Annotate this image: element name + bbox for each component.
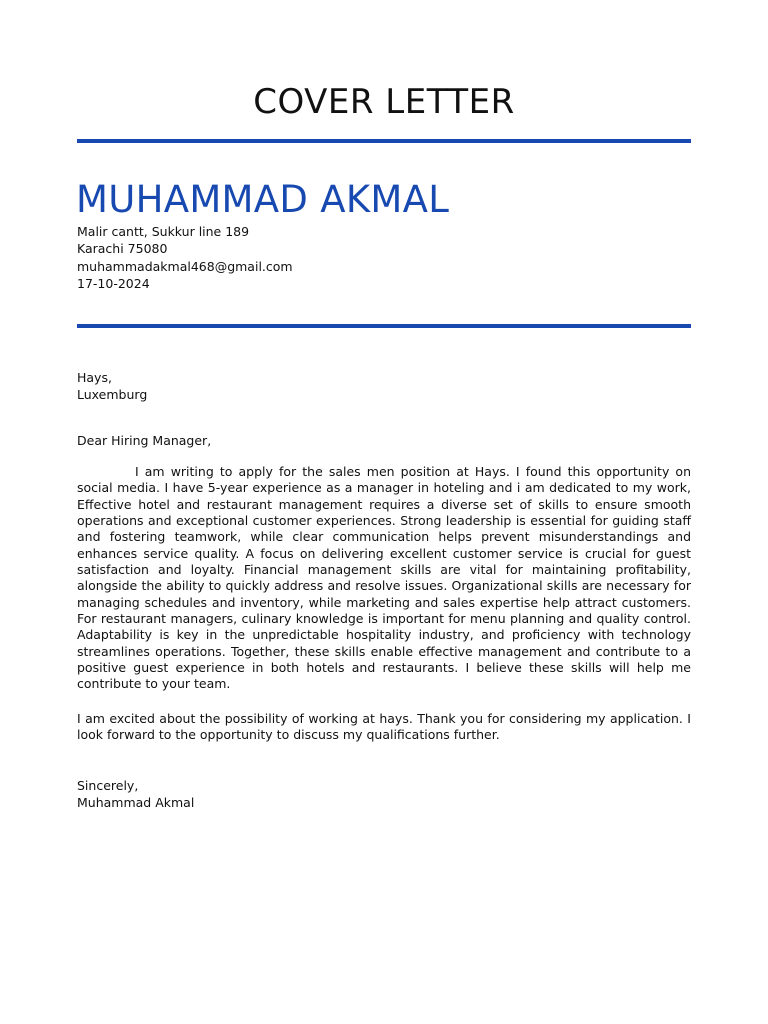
salutation: Dear Hiring Manager, (77, 433, 212, 448)
sender-address-line2: Karachi 75080 (77, 241, 168, 257)
closing-block (77, 777, 194, 812)
recipient-block (77, 369, 147, 404)
document-title: COVER LETTER (253, 82, 515, 122)
sender-contact-block (77, 223, 293, 292)
sender-name: MUHAMMAD AKMAL (76, 178, 450, 221)
sender-address-line1: Malir cantt, Sukkur line 189 (77, 224, 250, 239)
letter-date: 17-10-2024 (77, 275, 150, 291)
signature-name: Muhammad Akmal (77, 795, 195, 811)
middle-divider (77, 324, 691, 328)
closing-signoff: Sincerely, (77, 778, 139, 793)
top-divider (77, 139, 691, 143)
recipient-line2: Luxemburg (77, 387, 148, 403)
body-paragraph-2: I am excited about the possibility of working at hays. Thank you for considering my application. I look forward to the opportunity to discuss my qualifications further. (77, 711, 691, 743)
recipient-line1: Hays, (77, 370, 112, 385)
sender-email: muhammadakmal468@gmail.com (77, 258, 293, 274)
body-paragraph-1: I am writing to apply for the sales men position at Hays. I found this opportunity on social media. I have 5-year experience as a manager in hoteling and i am dedicated to my work, Effective hotel and restaurant management requires a diverse set of skills to ensure smooth operations and exceptional customer experiences. Strong leadership is essential for guiding staff and fostering teamwork, while clear communication helps prevent misunderstandings and enhances service quality. A focus on delivering excellent customer service is crucial for guest satisfaction and loyalty. Financial management skills are vital for maintaining profitability, alongside the ability to quickly address and resolve issues. Organizational skills are necessary for managing schedules and inventory, while marketing and sales expertise help attract customers. For restaurant managers, culinary knowledge is important for menu planning and quality control. Adaptability is key in the unpredictable hospitality industry, and proficiency with technology streamlines operations. Together, these skills enable effective management and contribute to a positive guest experience in both hotels and restaurants. I believe these skills will help me contribute to your team. (77, 464, 691, 692)
